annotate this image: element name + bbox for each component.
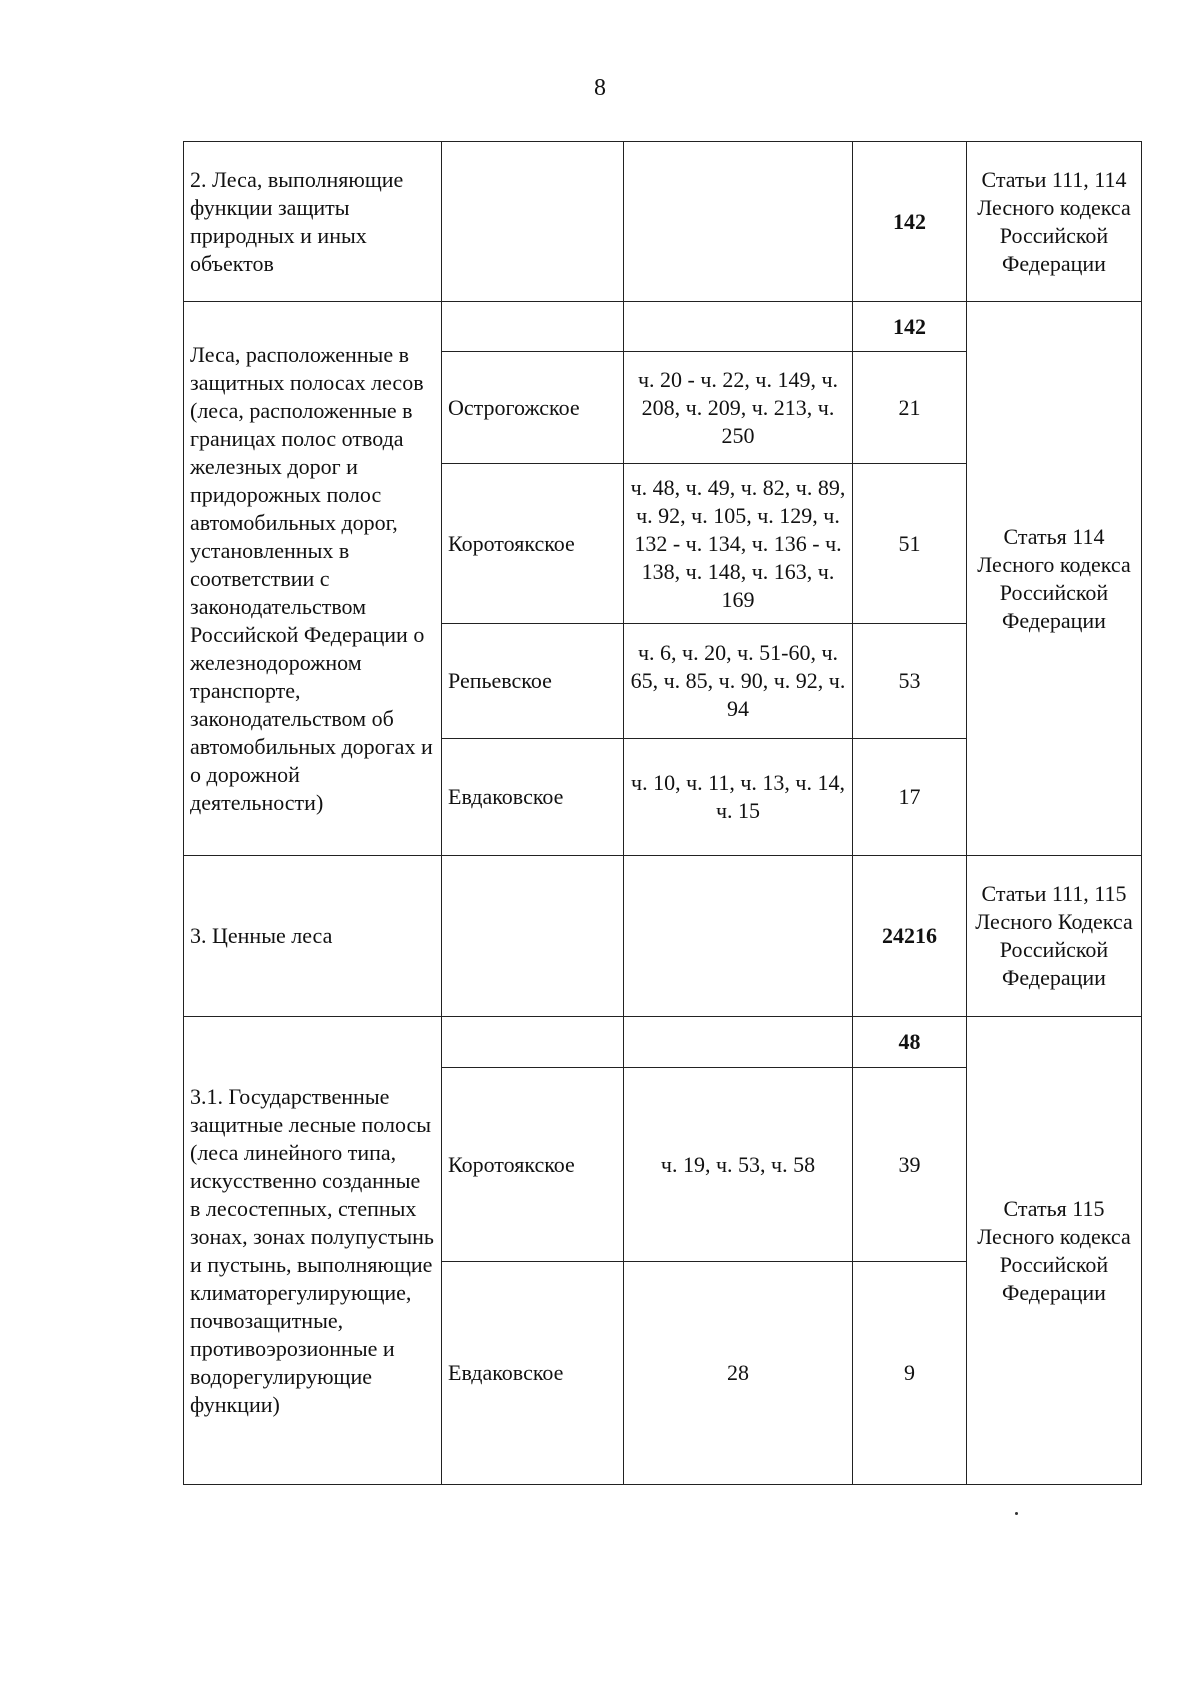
- table-row: [184, 302, 1142, 352]
- forestry-cell: [442, 1017, 624, 1068]
- quarters-list: ч. 19, ч. 53, ч. 58: [624, 1068, 853, 1262]
- quarters-list: ч. 10, ч. 11, ч. 13, ч. 14, ч. 15: [624, 739, 853, 856]
- quarters-cell: [624, 142, 853, 302]
- forestry-name: Острогожское: [442, 352, 624, 464]
- category-name: 3.1. Государственные защитные лесные полосы (леса линейного типа, искусственно созданные в лесостепных, степных зонах, зонах полупустынь и пустынь, выполняющие климаторегулирующие, почвозащитные, противоэрозионные и водорегулирующие функции): [184, 1017, 442, 1485]
- area-total: 48: [853, 1017, 967, 1068]
- law-reference: Статья 115 Лесного кодекса Российской Федерации: [967, 1017, 1142, 1485]
- area-value: 53: [853, 624, 967, 739]
- area-total: 142: [853, 302, 967, 352]
- forestry-name: Евдаковское: [442, 739, 624, 856]
- category-name: 2. Леса, выполняющие функции защиты природных и иных объектов: [184, 142, 442, 302]
- law-reference: Статьи 111, 114 Лесного кодекса Российской Федерации: [967, 142, 1142, 302]
- area-value: 24216: [853, 856, 967, 1017]
- quarters-cell: [624, 856, 853, 1017]
- forestry-name: Коротоякское: [442, 1068, 624, 1262]
- category-name: Леса, расположенные в защитных полосах лесов (леса, расположенные в границах полос отвода железных дорог и придорожных полос автомобильных дорог, установленных в соответствии с законодательством Российской Федерации о железнодорожном транспорте, законодательством об автомобильных дорогах и о дорожной деятельности): [184, 302, 442, 856]
- forestry-name: Коротоякское: [442, 464, 624, 624]
- table-row: [184, 142, 1142, 302]
- forestry-name: Евдаковское: [442, 1262, 624, 1485]
- quarters-cell: [624, 302, 853, 352]
- quarters-list: ч. 20 - ч. 22, ч. 149, ч. 208, ч. 209, ч. 213, ч. 250: [624, 352, 853, 464]
- quarters-list: ч. 48, ч. 49, ч. 82, ч. 89, ч. 92, ч. 105, ч. 129, ч. 132 - ч. 134, ч. 136 - ч. 138, ч. 148, ч. 163, ч. 169: [624, 464, 853, 624]
- forestry-cell: [442, 142, 624, 302]
- quarters-list: 28: [624, 1262, 853, 1485]
- area-value: 9: [853, 1262, 967, 1485]
- forest-protection-table: [183, 141, 1142, 1485]
- law-reference: Статьи 111, 115 Лесного Кодекса Российской Федерации: [967, 856, 1142, 1017]
- area-value: 21: [853, 352, 967, 464]
- area-value: 39: [853, 1068, 967, 1262]
- category-name: 3. Ценные леса: [184, 856, 442, 1017]
- quarters-list: ч. 6, ч. 20, ч. 51-60, ч. 65, ч. 85, ч. 90, ч. 92, ч. 94: [624, 624, 853, 739]
- law-reference: Статья 114 Лесного кодекса Российской Федерации: [967, 302, 1142, 856]
- area-value: 51: [853, 464, 967, 624]
- scan-speck: [1015, 1512, 1018, 1515]
- area-value: 17: [853, 739, 967, 856]
- page-number: 8: [594, 75, 606, 101]
- quarters-cell: [624, 1017, 853, 1068]
- table-row: [184, 856, 1142, 1017]
- table-row: [184, 1017, 1142, 1068]
- forestry-name: Репьевское: [442, 624, 624, 739]
- forestry-cell: [442, 302, 624, 352]
- area-value: 142: [853, 142, 967, 302]
- forestry-cell: [442, 856, 624, 1017]
